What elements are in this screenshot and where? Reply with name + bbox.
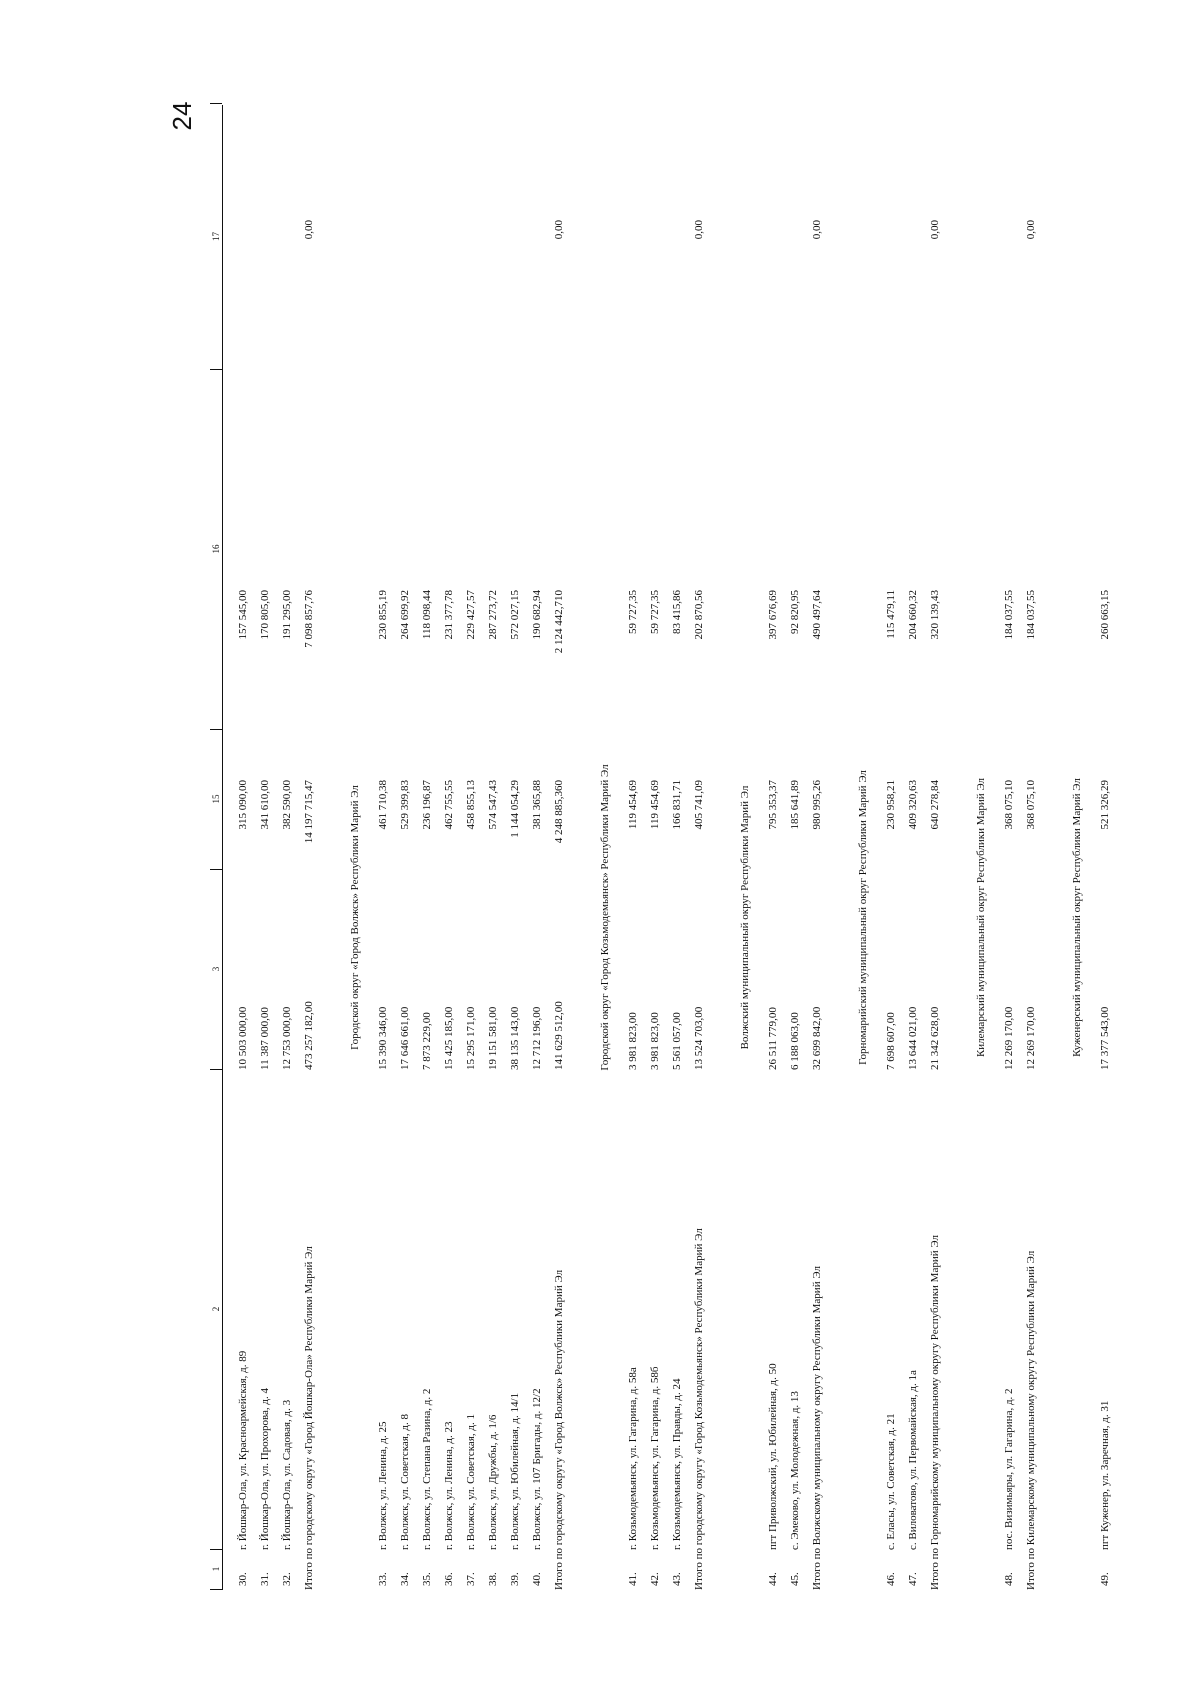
row-number: 35.: [421, 1572, 433, 1586]
row-number: 40.: [531, 1572, 543, 1586]
col15-value: 119 454,69: [627, 780, 639, 830]
header-col-15: 15: [210, 729, 222, 870]
total-cost: 141 629 512,00: [553, 1001, 565, 1070]
address: г. Волжск, ул. Ленина, д. 25: [377, 1421, 389, 1550]
cost-value: 13 644 021,00: [907, 1006, 919, 1070]
table-row: [668, 105, 686, 1590]
table-row: [786, 105, 804, 1590]
total-row: [1022, 105, 1040, 1590]
col15-value: 166 831,71: [671, 780, 683, 830]
total-col15: 405 741,09: [693, 780, 705, 830]
total-cost: 32 699 842,00: [811, 1006, 823, 1070]
col16-value: 170 805,00: [259, 590, 271, 640]
address: г. Волжск, ул. Степана Разина, д. 2: [421, 1388, 433, 1550]
row-number: 37.: [465, 1572, 477, 1586]
col15-value: 458 855,13: [465, 780, 477, 830]
address: пгт Приволжский, ул. Юбилейная, д. 50: [767, 1363, 779, 1550]
address: г. Волжск, ул. Дружбы, д. 1/6: [487, 1414, 499, 1550]
col15-value: 1 144 054,29: [509, 780, 521, 838]
section-heading: Килемарский муниципальный округ Республики Марий Эл: [975, 777, 987, 1058]
address: г. Козьмодемьянск, ул. Гагарина, д. 58б: [649, 1366, 661, 1550]
table-row: [256, 105, 274, 1590]
row-number: 33.: [377, 1572, 389, 1586]
table-row: [1096, 105, 1114, 1590]
address: г. Волжск, ул. 107 Бригады, д. 12/2: [531, 1388, 543, 1550]
address: г. Волжск, ул. Советская, д. 1: [465, 1414, 477, 1550]
cost-value: 7 698 607,00: [885, 1012, 897, 1070]
table-row: [764, 105, 782, 1590]
cost-value: 6 188 063,00: [789, 1012, 801, 1070]
total-row: [926, 105, 944, 1590]
col16-value: 287 273,72: [487, 590, 499, 640]
row-number: 30.: [237, 1572, 249, 1586]
table-row: [234, 105, 252, 1590]
col16-value: 115 479,11: [885, 590, 897, 639]
cost-value: 7 873 229,00: [421, 1012, 433, 1070]
address: с. Еласы, ул. Советская, д. 21: [885, 1413, 897, 1550]
col16-value: 83 415,86: [671, 590, 683, 634]
page-number: 24: [167, 101, 197, 131]
section-heading: Городской округ «Город Козьмодемьянск» Республики Марий Эл: [599, 764, 611, 1071]
row-number: 31.: [259, 1572, 271, 1586]
total-label: Итого по Волжскому муниципальному округу Республики Марий Эл: [811, 1266, 823, 1590]
address: г. Йошкар-Ола, ул. Прохорова, д. 4: [259, 1387, 271, 1550]
col16-value: 118 098,44: [421, 590, 433, 640]
address: г. Волжск, ул. Ленина, д. 23: [443, 1421, 455, 1550]
address: с. Виловатово, ул. Первомайская, д. 1а: [907, 1370, 919, 1550]
section-heading: Городской округ «Город Волжск» Республики Марий Эл: [349, 785, 361, 1050]
col15-value: 795 353,37: [767, 780, 779, 830]
row-number: 46.: [885, 1572, 897, 1586]
table-row: [1000, 105, 1018, 1590]
total-label: Итого по Килемарскому муниципальному округу Республики Марий Эл: [1025, 1250, 1037, 1590]
table-row: [418, 105, 436, 1590]
total-col17: 0,00: [811, 220, 823, 240]
header-col-2: 2: [210, 1069, 222, 1550]
address: г. Волжск, ул. Советская, д. 8: [399, 1414, 411, 1550]
cost-value: 10 503 000,00: [237, 1006, 249, 1070]
col15-value: 529 399,83: [399, 780, 411, 830]
total-row: [550, 105, 568, 1590]
table-row: [278, 105, 296, 1590]
total-col15: 368 075,10: [1025, 780, 1037, 830]
col16-value: 190 682,94: [531, 590, 543, 640]
col16-value: 230 855,19: [377, 590, 389, 640]
address: г. Йошкар-Ола, ул. Садовая, д. 3: [281, 1399, 293, 1550]
row-number: 32.: [281, 1572, 293, 1586]
rotated-table: [210, 105, 1111, 1590]
cost-value: 15 425 185,00: [443, 1006, 455, 1070]
col16-value: 92 820,95: [789, 590, 801, 634]
row-number: 39.: [509, 1572, 521, 1586]
col15-value: 574 547,43: [487, 780, 499, 830]
col15-value: 315 090,00: [237, 780, 249, 830]
cost-value: 17 646 661,00: [399, 1006, 411, 1070]
table-row: [506, 105, 524, 1590]
total-row: [690, 105, 708, 1590]
cost-value: 12 753 000,00: [281, 1006, 293, 1070]
total-row: [808, 105, 826, 1590]
address: г. Йошкар-Ола, ул. Красноармейская, д. 89: [237, 1350, 249, 1550]
col16-value: 191 295,00: [281, 590, 293, 640]
total-cost: 473 257 182,00: [303, 1001, 315, 1070]
col15-value: 382 590,00: [281, 780, 293, 830]
row-number: 48.: [1003, 1572, 1015, 1586]
total-col15: 640 278,84: [929, 780, 941, 830]
total-col15: 980 995,26: [811, 780, 823, 830]
section-heading: Горномарийский муниципальный округ Республики Марий Эл: [857, 770, 869, 1065]
table-row: [396, 105, 414, 1590]
col16-value: 204 660,32: [907, 590, 919, 640]
address: с. Эмеково, ул. Молодежная, д. 13: [789, 1391, 801, 1550]
table-row: [528, 105, 546, 1590]
cost-value: 5 561 057,00: [671, 1012, 683, 1070]
col15-value: 230 958,21: [885, 780, 897, 830]
total-col16: 184 037,55: [1025, 590, 1037, 640]
total-cost: 21 342 628,00: [929, 1006, 941, 1070]
col16-value: 572 027,15: [509, 590, 521, 640]
total-col16: 320 139,43: [929, 590, 941, 640]
cost-value: 3 981 823,00: [649, 1012, 661, 1070]
total-col17: 0,00: [553, 220, 565, 240]
header-col-1: 1: [210, 1549, 222, 1590]
total-cost: 13 524 703,00: [693, 1006, 705, 1070]
total-label: Итого по городскому округу «Город Козьмодемьянск» Республики Марий Эл: [693, 1228, 705, 1590]
total-row: [300, 105, 318, 1590]
header-col-17: 17: [210, 103, 222, 370]
section-heading: Куженерский муниципальный округ Республики Марий Эл: [1071, 778, 1083, 1057]
table-row: [484, 105, 502, 1590]
address: г. Козьмодемьянск, ул. Правды, д. 24: [671, 1378, 683, 1550]
cost-value: 12 712 196,00: [531, 1006, 543, 1070]
total-cost: 12 269 170,00: [1025, 1006, 1037, 1070]
row-number: 42.: [649, 1572, 661, 1586]
cost-value: 12 269 170,00: [1003, 1006, 1015, 1070]
col15-value: 381 365,88: [531, 780, 543, 830]
table-row: [462, 105, 480, 1590]
total-label: Итого по городскому округу «Город Волжск» Республики Марий Эл: [553, 1269, 565, 1590]
total-col16: 7 098 857,76: [303, 590, 315, 648]
col16-value: 229 427,57: [465, 590, 477, 640]
cost-value: 3 981 823,00: [627, 1012, 639, 1070]
col16-value: 231 377,78: [443, 590, 455, 640]
total-col16: 490 497,64: [811, 590, 823, 640]
row-number: 43.: [671, 1572, 683, 1586]
total-col16: 2 124 442,710: [553, 590, 565, 654]
table-row: [440, 105, 458, 1590]
total-col17: 0,00: [303, 220, 315, 240]
col16-value: 59 727,35: [627, 590, 639, 634]
row-number: 38.: [487, 1572, 499, 1586]
col15-value: 409 320,63: [907, 780, 919, 830]
col16-value: 264 699,92: [399, 590, 411, 640]
address: г. Волжск, ул. Юбилейная, д. 14/1: [509, 1392, 521, 1550]
cost-value: 15 295 171,00: [465, 1006, 477, 1070]
row-number: 47.: [907, 1572, 919, 1586]
col16-value: 397 676,69: [767, 590, 779, 640]
header-col-16: 16: [210, 369, 222, 730]
total-col17: 0,00: [1025, 220, 1037, 240]
col15-value: 341 610,00: [259, 780, 271, 830]
address: г. Козьмодемьянск, ул. Гагарина, д. 58а: [627, 1367, 639, 1550]
table-row: [882, 105, 900, 1590]
row-number: 45.: [789, 1572, 801, 1586]
address: пгт Куженер, ул. Заречная, д. 31: [1099, 1400, 1111, 1550]
total-label: Итого по Горномарийскому муниципальному округу Республики Марий Эл: [929, 1235, 941, 1590]
col15-value: 521 326,29: [1099, 780, 1111, 830]
cost-value: 26 511 779,00: [767, 1007, 779, 1070]
col15-value: 185 641,89: [789, 780, 801, 830]
col16-value: 184 037,55: [1003, 590, 1015, 640]
total-col15: 4 248 885,360: [553, 780, 565, 844]
total-col15: 14 197 715,47: [303, 780, 315, 844]
col16-value: 157 545,00: [237, 590, 249, 640]
section-heading: Волжский муниципальный округ Республики Марий Эл: [739, 785, 751, 1050]
total-col16: 202 870,56: [693, 590, 705, 640]
table-row: [646, 105, 664, 1590]
col15-value: 462 755,55: [443, 780, 455, 830]
cost-value: 17 377 543,00: [1099, 1006, 1111, 1070]
col16-value: 59 727,35: [649, 590, 661, 634]
header-col-3: 3: [210, 869, 222, 1070]
table-row: [374, 105, 392, 1590]
row-number: 41.: [627, 1572, 639, 1586]
col15-value: 461 710,38: [377, 780, 389, 830]
row-number: 44.: [767, 1572, 779, 1586]
col15-value: 119 454,69: [649, 780, 661, 830]
cost-value: 19 151 581,00: [487, 1006, 499, 1070]
col15-value: 236 196,87: [421, 780, 433, 830]
column-header-row: [210, 105, 223, 1590]
total-col17: 0,00: [929, 220, 941, 240]
table-row: [904, 105, 922, 1590]
row-number: 36.: [443, 1572, 455, 1586]
table-row: [624, 105, 642, 1590]
col15-value: 368 075,10: [1003, 780, 1015, 830]
col16-value: 260 663,15: [1099, 590, 1111, 640]
total-col17: 0,00: [693, 220, 705, 240]
total-label: Итого по городскому округу «Город Йошкар-Ола» Республики Марий Эл: [303, 1246, 315, 1590]
cost-value: 11 387 000,00: [259, 1007, 271, 1070]
row-number: 34.: [399, 1572, 411, 1586]
cost-value: 15 390 346,00: [377, 1006, 389, 1070]
row-number: 49.: [1099, 1572, 1111, 1586]
address: пос. Визимьяры, ул. Гагарина, д. 2: [1003, 1388, 1015, 1550]
cost-value: 38 135 143,00: [509, 1006, 521, 1070]
